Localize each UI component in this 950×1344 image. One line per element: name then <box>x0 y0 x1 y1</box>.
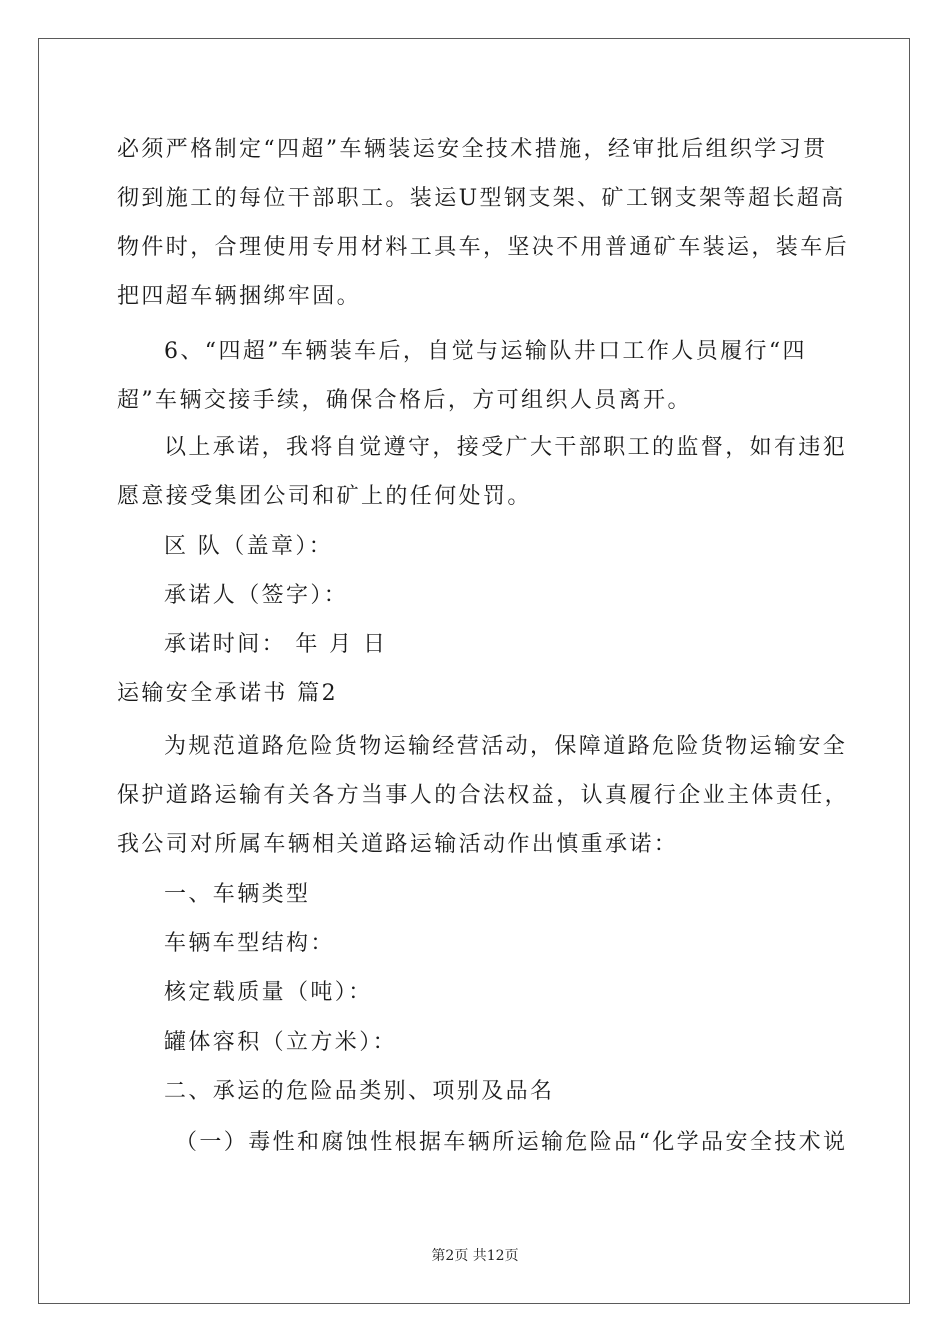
field-line: 核定载质量（吨）： <box>164 980 373 1005</box>
paragraph-line: 必须严格制定“四超”车辆装运安全技术措施，经审批后组织学习贯 <box>117 137 828 162</box>
paragraph-line: 物件时，合理使用专用材料工具车，坚决不用普通矿车装运，装车后 <box>117 235 850 260</box>
paragraph-line: 以上承诺，我将自觉遵守，接受广大干部职工的监督，如有违犯 <box>164 435 848 460</box>
field-line: 罐体容积（立方米）： <box>164 1030 398 1055</box>
paragraph-line: （一）毒性和腐蚀性根据车辆所运输危险品“化学品安全技术说 <box>175 1130 848 1155</box>
date-line: 承诺时间： 年 月 日 <box>164 632 388 657</box>
paragraph-line: 愿意接受集团公司和矿上的任何处罚。 <box>117 484 532 509</box>
paragraph-line: 我公司对所属车辆相关道路运输活动作出慎重承诺： <box>117 832 679 857</box>
page-number-footer: 第2页 共12页 <box>431 1248 519 1264</box>
section-heading: 运输安全承诺书 篇2 <box>117 681 338 706</box>
paragraph-line: 保护道路运输有关各方当事人的合法权益，认真履行企业主体责任， <box>117 783 850 808</box>
paragraph-line: 彻到施工的每位干部职工。装运U型钢支架、矿工钢支架等超长超高 <box>117 186 846 211</box>
field-line: 车辆车型结构： <box>164 931 335 956</box>
signatory-line: 承诺人（签字）： <box>164 583 349 608</box>
list-heading: 二、承运的危险品类别、项别及品名 <box>164 1079 555 1104</box>
list-heading: 一、车辆类型 <box>164 882 311 907</box>
paragraph-line: 为规范道路危险货物运输经营活动，保障道路危险货物运输安全 <box>164 734 848 759</box>
unit-seal-line: 区 队（盖章）： <box>164 534 334 559</box>
paragraph-line: 6、“四超”车辆装车后，自觉与运输队井口工作人员履行“四 <box>164 339 807 364</box>
paragraph-line: 把四超车辆捆绑牢固。 <box>117 284 362 309</box>
paragraph-line: 超”车辆交接手续，确保合格后，方可组织人员离开。 <box>117 388 692 413</box>
